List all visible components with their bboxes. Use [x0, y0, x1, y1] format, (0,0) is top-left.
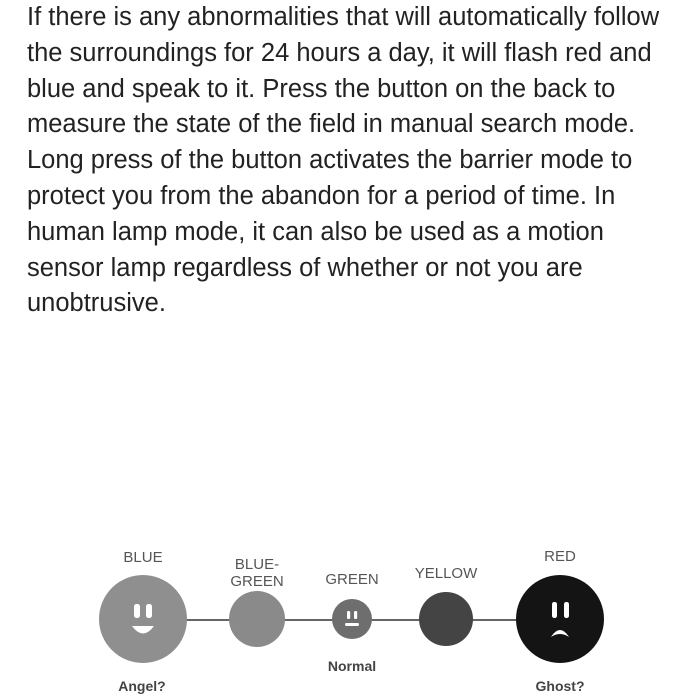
level-label-line1: BLUE- [234, 556, 280, 573]
level-label-line1: YELLOW [414, 565, 478, 582]
status-dot-red [516, 575, 604, 663]
level-label-green [325, 571, 378, 588]
status-dot-blue-green [229, 591, 285, 647]
level-label-yellow [415, 565, 478, 582]
level-label-blue [123, 549, 162, 566]
level-label-line2: GREEN [230, 573, 284, 590]
level-label-line1: GREEN [325, 571, 379, 588]
level-meaning-angel: Angel? [118, 678, 166, 694]
article-paragraph: If there is any abnormalities that will automatically follow the surroundings for 24 hours a day, it will flash red and blue and speak to it. Press the button on the back to measure the state of the field in manual search mode. Long press of the button activates the barrier mode to protect you from the abandon for a period of time. In human lamp mode, it can also be used as a motion sensor lamp regardless of whether or not you are unobtrusive. [27, 3, 660, 318]
status-dot-green [332, 599, 372, 639]
level-meaning-normal: Normal [327, 658, 377, 674]
sad-face-icon [516, 575, 604, 663]
level-label-red [544, 548, 576, 565]
neutral-face-icon [332, 599, 372, 639]
status-dot-blue [99, 575, 187, 663]
happy-face-icon [99, 575, 187, 663]
status-dot-yellow [419, 592, 473, 646]
level-label-line1: RED [544, 548, 576, 565]
level-label-blue-green [230, 556, 283, 590]
color-status-diagram [0, 530, 700, 700]
level-meaning-ghost: Ghost? [535, 678, 585, 694]
level-label-line1: BLUE [123, 549, 163, 566]
